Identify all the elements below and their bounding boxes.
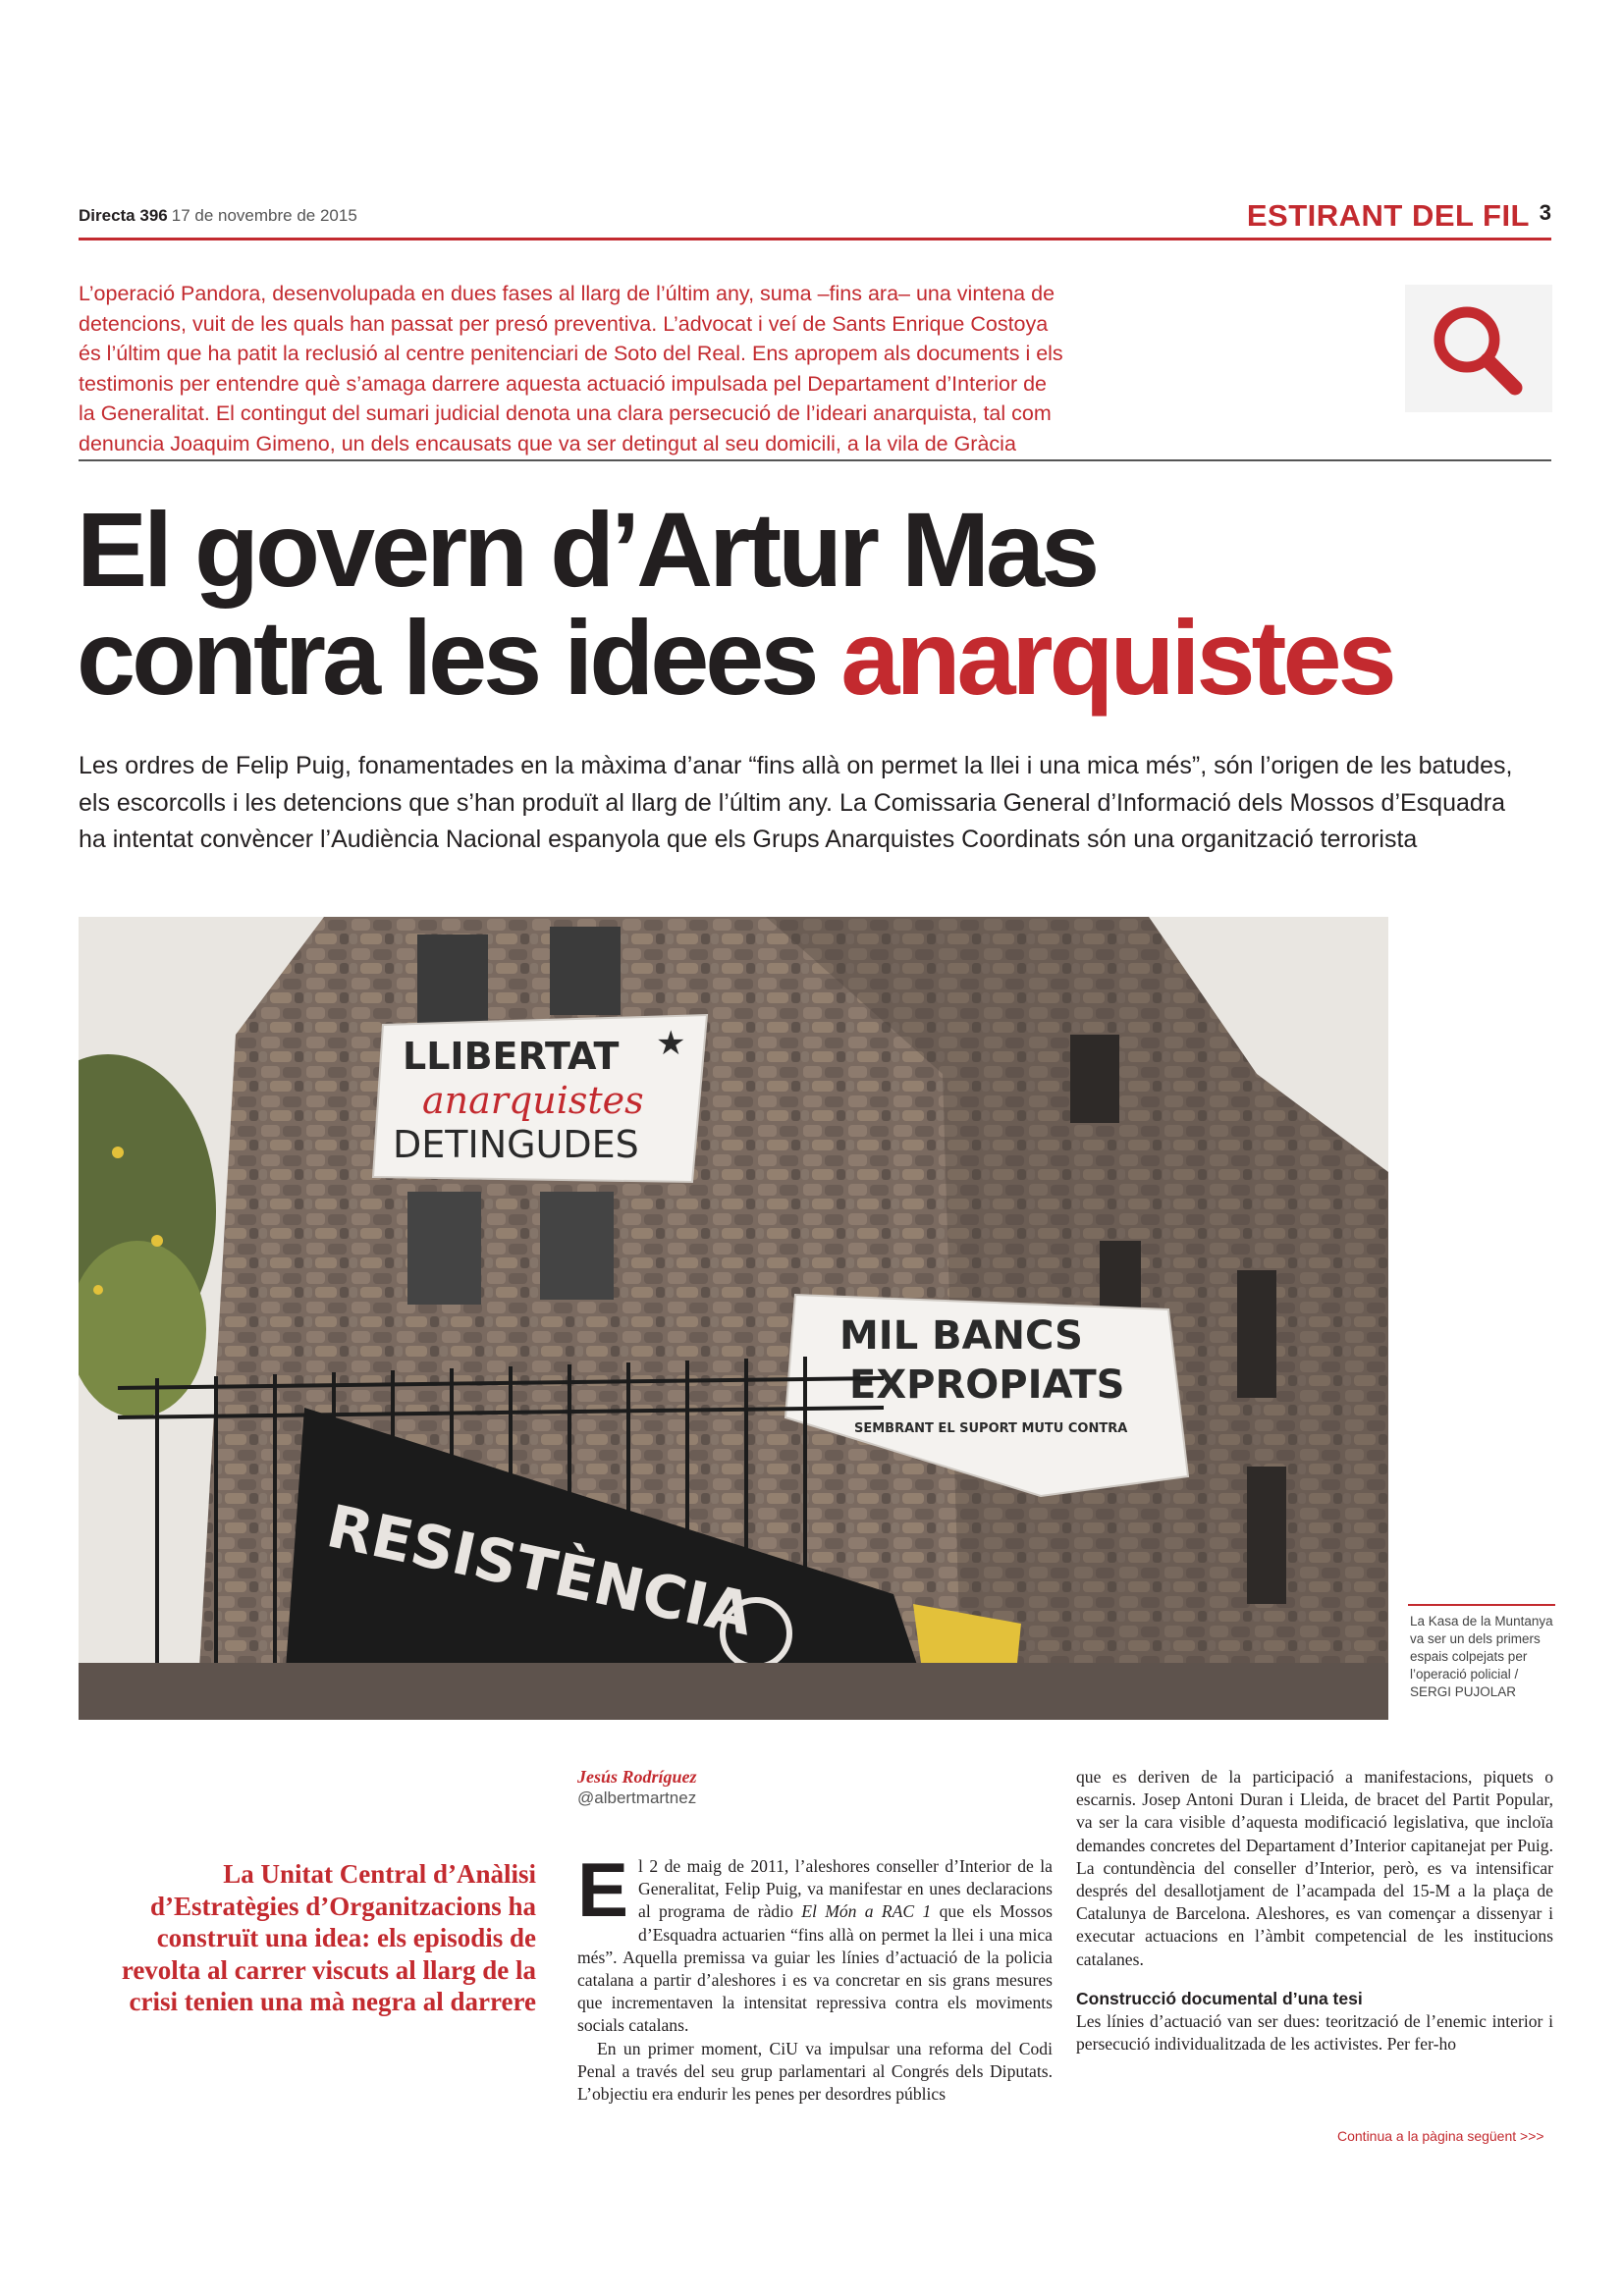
issue-date: 17 de novembre de 2015: [171, 206, 357, 225]
intro-line: L’operació Pandora, desenvolupada en dues fases al llarg de l’últim any, suma –fins ara– una vintena de: [79, 282, 1055, 305]
intro-line: és l’últim que ha patit la reclusió al centre penitenciari de Soto del Real. Ens apropem als documents i els: [79, 342, 1063, 365]
intro-line: la Generalitat. El contingut del sumari judicial denota una clara persecució de l’ideari anarquista, tal com: [79, 401, 1052, 425]
pull-quote: [79, 1858, 536, 2018]
banner1-line1: LLIBERTAT: [403, 1035, 620, 1078]
star-icon: ★: [656, 1025, 686, 1062]
banner2-line3: SEMBRANT EL SUPORT MUTU CONTRA: [854, 1421, 1128, 1436]
program-title: El Món a RAC 1: [801, 1901, 932, 1922]
building-photo-illustration: [79, 917, 1388, 1720]
article-paragraph: que es deriven de la participació a manifestacions, piquets o escarnis. Josep Antoni Duran i Lleida, de bracet del Partit Popular, va ser la cara visible d’aquesta modificació legislativa, que incloïa demandes concretes del Departament d’Interior capitanejat per Puig. La contundència del conseller d’Interior, però, es va intensificar després del desallotjament de l’acampada del 15-M a la plaça de Catalunya de Barcelona. Aleshores, es van començar a dissenyar i executar actuacions en l’àmbit competencial de les institucions catalanes.: [1076, 1767, 1553, 1969]
article-paragraph: En un primer moment, CiU va impulsar una reforma del Codi Penal a través del seu grup parlamentari al Congrés dels Diputats. L’objectiu era endurir les penes per desordres públics: [577, 2038, 1053, 2105]
author-name: Jesús Rodríguez: [577, 1767, 697, 1787]
page-header: [79, 198, 1551, 238]
headline-line-1: El govern d’Artur Mas: [77, 490, 1097, 609]
intro-line: denuncia Joaquim Gimeno, un dels encausats que va ser detingut al seu domicili, a la vila de Gràcia: [79, 431, 1016, 455]
drop-cap: E: [577, 1846, 629, 1933]
banner2-line1: MIL BANCS: [839, 1313, 1083, 1359]
intro-line: detencions, vuit de les quals han passat per presó preventiva. L’advocat i veí de Sants Enrique Costoya: [79, 311, 1049, 336]
pullquote-line: construït una idea: els episodis de: [156, 1923, 536, 1952]
paragraph-text: l 2 de maig de 2011, l’aleshores conseller d’Interior de la Generalitat, Felip Puig, va manifestar en unes declaracions al programa de ràdio: [638, 1856, 1053, 1922]
article-column-2: [1076, 1766, 1553, 2056]
banner1-line2: anarquistes: [422, 1079, 644, 1122]
headline-black-part: contra les idees: [77, 598, 816, 717]
subhead-line: els escorcolls i les detencions que s’han produït al llarg de l’últim any. La Comissaria General d’Informació dels Mossos d’Esquadra: [79, 788, 1506, 817]
subhead-line: Les ordres de Felip Puig, fonamentades en la màxima d’anar “fins allà on permet la llei i una mica més”, són l’origen de les batudes,: [79, 752, 1513, 779]
pullquote-line: crisi tenien una mà negra al darrere: [129, 1987, 536, 2016]
banner2-line2: EXPROPIATS: [849, 1362, 1125, 1408]
subhead-line: ha intentat convèncer l’Audiència Nacional espanyola que els Grups Anarquistes Coordinats són una organització terrorista: [79, 826, 1418, 853]
section-title: ESTIRANT DEL FIL: [1246, 198, 1530, 233]
page-number: 3: [1539, 200, 1551, 225]
issue-label: Directa 396 17 de novembre de 2015: [79, 206, 357, 225]
pullquote-line: La Unitat Central d’Anàlisi: [223, 1859, 536, 1889]
caption-rule: [1408, 1604, 1555, 1606]
headline-line-2: [77, 598, 1569, 717]
intro-paragraph: [79, 279, 1063, 458]
article-paragraph: [577, 1846, 1054, 2038]
paragraph-text: que els Mossos d’Esquadra actuarien “fins allà on permet la llei i una mica més”. Aquella premissa va guiar les línies d’actuació de la policia catalana a partir d’aleshores i es va concretar en sis grans mesures que incrementaven la intensitat repressiva contra els moviments socials catalans.: [577, 1901, 1054, 2036]
continue-link[interactable]: Continua a la pàgina següent >>>: [1337, 2128, 1544, 2144]
header-rule: [79, 238, 1551, 240]
banner3-text: RESISTÈNCIA: [320, 1492, 759, 1650]
banner1-line3: DETINGUDES: [393, 1123, 639, 1166]
article-photo: [79, 917, 1388, 1720]
article-subheading: Construcció documental d’una tesi: [1076, 1988, 1363, 2008]
pullquote-line: d’Estratègies d’Organitzacions ha: [150, 1891, 536, 1921]
headline-accent-word: anarquistes: [840, 598, 1393, 717]
intro-line: testimonis per entendre què s’amaga darrere aquesta actuació impulsada pel Departament d’Interior de: [79, 371, 1047, 396]
photo-caption: La Kasa de la Muntanya va ser un dels primers espais colpejats per l’operació policial / SERGI PUJOLAR: [1410, 1614, 1553, 1699]
article-paragraph: Les línies d’actuació van ser dues: teorització de l’enemic interior i persecució individualitzada de les activistes. Per fer-ho: [1076, 2010, 1553, 2055]
pullquote-line: revolta al carrer viscuts al llarg de la: [121, 1954, 536, 1985]
section-icon-box: [1405, 285, 1552, 412]
intro-rule: [79, 459, 1551, 461]
author-handle[interactable]: @albertmartnez: [577, 1789, 697, 1807]
byline: [577, 1766, 697, 1809]
subheadline: [79, 748, 1561, 859]
article-column-1: [577, 1846, 1054, 2106]
headline: [77, 490, 1569, 717]
magnifier-icon: [1405, 285, 1552, 412]
